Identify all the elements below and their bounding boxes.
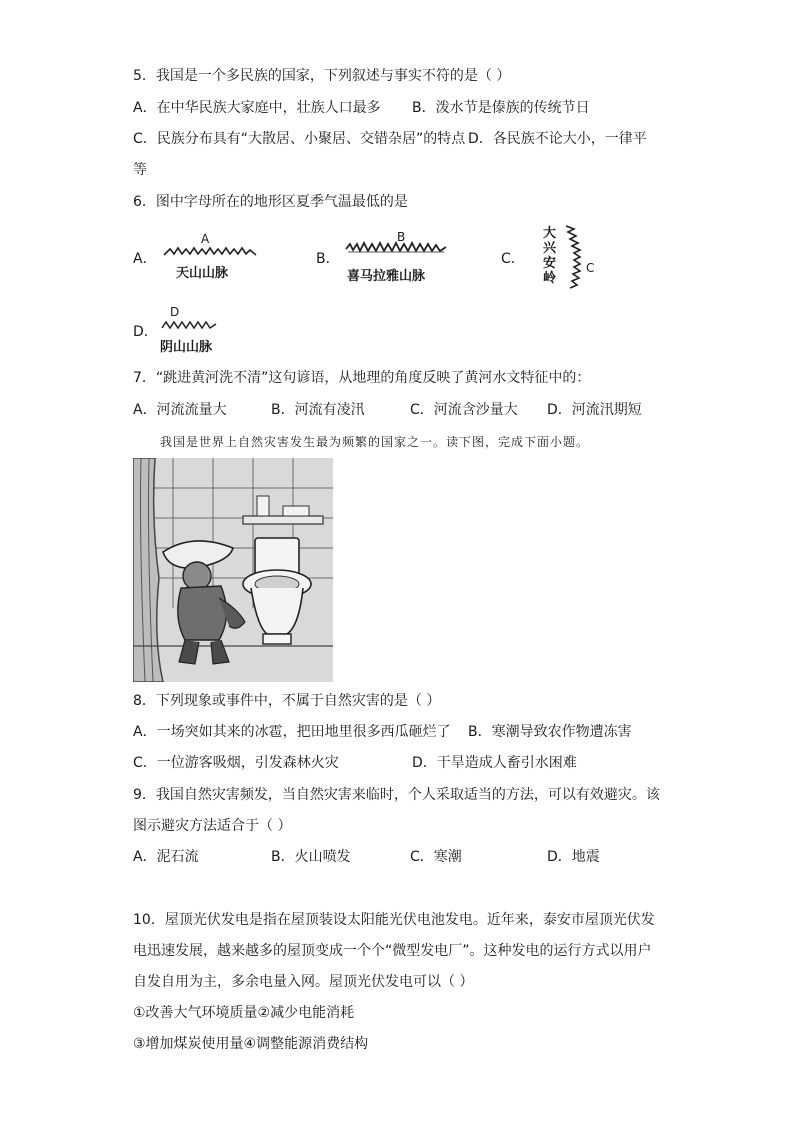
q10-stem-line-3: 自发自用为主，多余电量入网。屋顶光伏发电可以（ ）	[133, 974, 474, 990]
q9-option-b: B．火山喷发	[271, 849, 351, 865]
q6-option-c: C．	[501, 251, 525, 267]
fig-c-name	[543, 226, 556, 286]
q8-stem: 8．下列现象或事件中，不属于自然灾害的是（ ）	[133, 693, 441, 709]
q6-stem: 6．图中字母所在的地形区夏季气温最低的是	[133, 194, 408, 210]
fig-c-name-char-2: 兴	[543, 241, 557, 256]
q8-option-c: C．一位游客吸烟，引发森林火灾	[133, 755, 339, 771]
q7-option-d: D．河流汛期短	[547, 402, 642, 418]
fig-b-letter: B	[397, 230, 406, 244]
q10-stem-line-2: 电迅速发展，越来越多的屋顶变成一个个“微型发电厂”。这种发电的运行方式以用户	[133, 943, 652, 959]
q9-option-d: D．地震	[547, 849, 600, 865]
q5-option-c: C．民族分布具有“大散居、小聚居、交错杂居”的特点	[133, 131, 466, 147]
q7-option-c: C．河流含沙量大	[410, 402, 518, 418]
fig-a-name: 天山山脉	[176, 266, 229, 281]
q10-items-3-4: ③增加煤炭使用量④调整能源消费结构	[133, 1036, 369, 1052]
q5-option-d-continued: 等	[133, 162, 147, 178]
fig-a-letter: A	[201, 232, 210, 246]
q6-option-d: D．	[133, 324, 158, 340]
q5-option-a: A．在中华民族大家庭中，壮族人口最多	[133, 100, 381, 116]
q6-option-a: A．	[133, 251, 157, 267]
q10-items-1-2: ①改善大气环境质量②减少电能消耗	[133, 1005, 355, 1021]
q9-option-a: A．泥石流	[133, 849, 199, 865]
q7-stem: 7．“跳进黄河洗不清”这句谚语，从地理的角度反映了黄河水文特征中的：	[133, 370, 591, 386]
q10-stem-line-1: 10．屋顶光伏发电是指在屋顶装设太阳能光伏电池发电。近年来，泰安市屋顶光伏发	[133, 912, 655, 928]
q7-option-b: B．河流有凌汛	[271, 402, 365, 418]
q7-option-a: A．河流流量大	[133, 402, 227, 418]
fig-c-name-char-1: 大	[543, 226, 557, 241]
q8-option-a: A．一场突如其来的冰雹，把田地里很多西瓜砸烂了	[133, 724, 451, 740]
q5-option-d: D．各民族不论大小，一律平	[468, 131, 647, 147]
fig-d-name: 阴山山脉	[160, 340, 213, 355]
q5-stem: 5．我国是一个多民族的国家，下列叙述与事实不符的是（ ）	[133, 68, 511, 84]
q8-option-d: D．干旱造成人畜引水困难	[412, 755, 577, 771]
fig-c-name-char-3: 安	[543, 256, 557, 271]
mountain-range-a-icon	[162, 245, 258, 259]
section-intro: 我国是世界上自然灾害发生最为频繁的国家之一。读下图，完成下面小题。	[160, 435, 590, 449]
q9-stem-line-2: 图示避灾方法适合于（ ）	[133, 818, 292, 834]
q9-stem-line-1: 9．我国自然灾害频发，当自然灾害来临时，个人采取适当的方法，可以有效避灾。该	[133, 787, 660, 803]
q5-option-b: B．泼水节是傣族的传统节日	[412, 100, 590, 116]
fig-b-name: 喜马拉雅山脉	[347, 269, 426, 284]
fig-c-letter: C	[586, 261, 595, 275]
q8-option-b: B．寒潮导致农作物遭冻害	[468, 724, 632, 740]
q9-option-c: C．寒潮	[410, 849, 462, 865]
q6-option-b: B．	[316, 251, 340, 267]
mountain-range-d-icon	[160, 319, 218, 331]
fig-d-letter: D	[170, 305, 180, 319]
mountain-range-c-icon	[562, 224, 586, 290]
earthquake-shelter-illustration	[133, 458, 333, 682]
fig-c-name-char-4: 岭	[543, 271, 557, 286]
mountain-range-b-icon	[344, 241, 448, 257]
